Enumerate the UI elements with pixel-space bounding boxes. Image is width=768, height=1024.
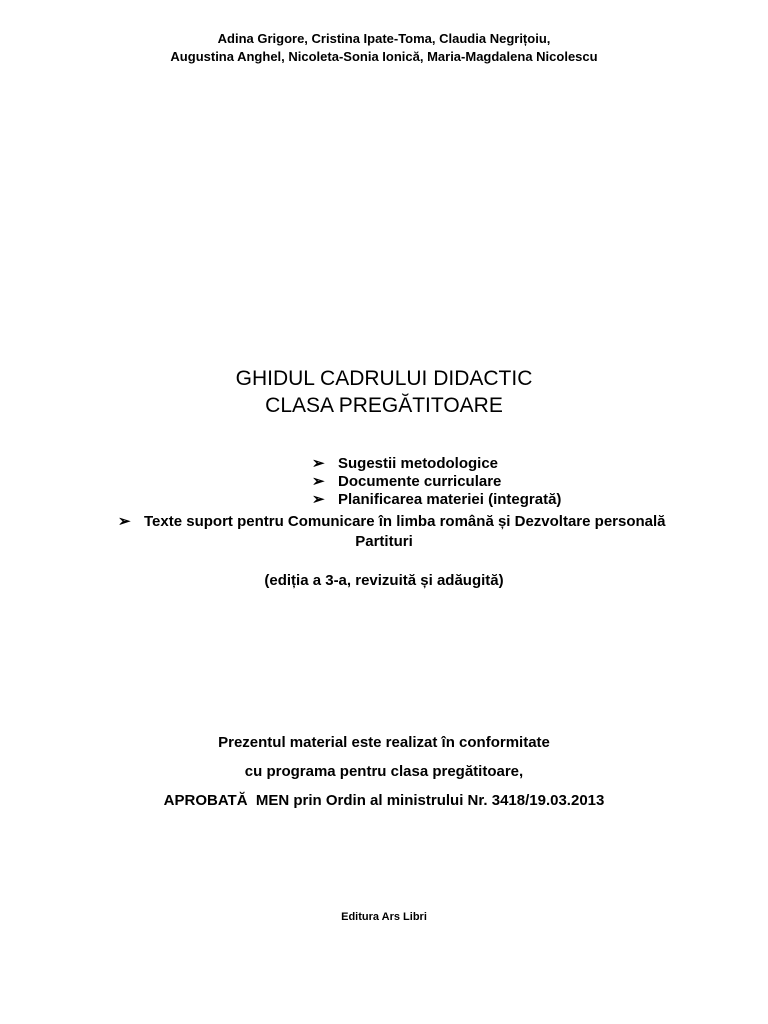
approval-line-1: Prezentul material este realizat în conformitate — [218, 734, 550, 751]
publisher-name: Editura Ars Libri — [341, 911, 427, 923]
title-line-1: GHIDUL CADRULUI DIDACTIC — [235, 367, 533, 390]
arrowhead-bullet-icon: ➢ — [312, 491, 325, 508]
arrowhead-bullet-icon: ➢ — [312, 455, 325, 472]
arrowhead-bullet-icon: ➢ — [118, 513, 131, 530]
list-item — [312, 455, 498, 473]
approval-line-2: cu programa pentru clasa pregătitoare, — [244, 763, 524, 780]
list-item — [312, 473, 501, 491]
list-item-label: Planificarea materiei (integrată) — [338, 491, 562, 508]
edition-note: (ediția a 3-a, revizuită și adăugită) — [264, 572, 504, 589]
arrowhead-bullet-icon: ➢ — [312, 473, 325, 490]
document-title — [0, 365, 768, 419]
approval-note — [0, 728, 768, 815]
list-item-label: Sugestii metodologice — [338, 455, 499, 472]
list-item — [312, 491, 561, 509]
list-item — [118, 513, 666, 531]
list-item-label: Texte suport pentru Comunicare în limba română și Dezvoltare personală — [144, 513, 666, 530]
authors-line-2: Augustina Anghel, Nicoleta-Sonia Ionică, Maria-Magdalena Nicolescu — [170, 49, 598, 64]
list-item-label: Documente curriculare — [338, 473, 502, 490]
authors-block — [0, 30, 768, 66]
partituri-label: Partituri — [355, 533, 413, 550]
title-line-2: CLASA PREGĂTITOARE — [265, 394, 503, 417]
authors-line-1: Adina Grigore, Cristina Ipate-Toma, Claudia Negrițoiu, — [217, 31, 551, 46]
approval-line-3: APROBATĂ MEN prin Ordin al ministrului Nr. 3418/19.03.2013 — [163, 792, 605, 809]
